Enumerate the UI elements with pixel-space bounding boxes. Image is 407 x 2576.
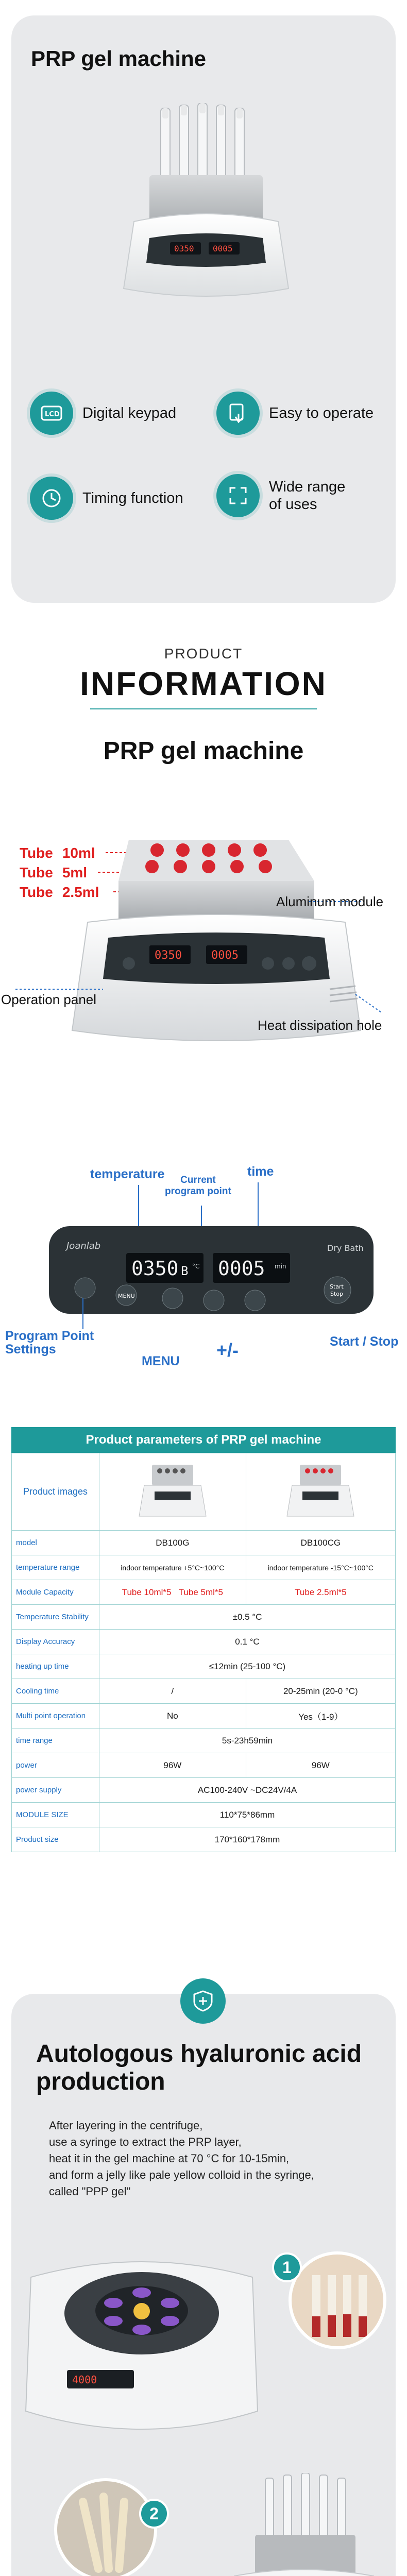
tube-label-10ml: Tube 10ml <box>20 845 95 861</box>
control-panel-graphic <box>49 1226 374 1314</box>
plusminus-annotation: +/- <box>216 1340 239 1361</box>
cell: AC100-240V ~DC24V/4A <box>99 1778 396 1803</box>
feature-timing <box>30 477 183 520</box>
feature-wide-range <box>216 474 345 517</box>
gel-machine-image <box>219 2473 389 2576</box>
feature-label: Easy to operate <box>269 405 374 421</box>
cell: DB100G <box>99 1531 246 1555</box>
cell: No <box>99 1704 246 1728</box>
cell: 110*75*86mm <box>99 1803 396 1827</box>
step-2-badge: 2 <box>139 2499 169 2529</box>
cell: Yes（1-9） <box>246 1704 395 1728</box>
row-key: Module Capacity <box>12 1580 99 1605</box>
svg-text:min: min <box>275 1263 286 1270</box>
product-image-b <box>246 1453 395 1531</box>
row-key: MODULE SIZE <box>12 1803 99 1827</box>
product-info-subtitle: PRODUCT <box>164 646 243 662</box>
cell: 5s-23h59min <box>99 1728 396 1753</box>
cell: indoor temperature +5°C~100°C <box>99 1555 246 1580</box>
expand-icon <box>216 474 260 517</box>
cell: ±0.5 °C <box>99 1605 396 1630</box>
row-key: model <box>12 1531 99 1555</box>
cell: indoor temperature -15°C~100°C <box>246 1555 395 1580</box>
product-info-heading: PRP gel machine <box>103 737 304 765</box>
row-key: Display Accuracy <box>12 1630 99 1654</box>
machine-thumbnail <box>137 1460 209 1521</box>
svg-text:Joanlab: Joanlab <box>66 1241 101 1251</box>
capacity-a: Tube 10ml*5 <box>122 1587 172 1597</box>
svg-text:4000: 4000 <box>72 2374 97 2386</box>
table-row <box>12 1654 396 1679</box>
tubes-photo <box>289 2251 386 2349</box>
svg-text:0350: 0350 <box>174 244 194 253</box>
table-row <box>12 1827 396 1852</box>
cell <box>99 1580 246 1605</box>
current-program-annotation: Current program point <box>165 1175 231 1197</box>
leader-line <box>201 1206 202 1229</box>
svg-text:MENU: MENU <box>118 1293 135 1299</box>
table-row <box>12 1555 396 1580</box>
table-row <box>12 1580 396 1605</box>
cell: 96W <box>246 1753 395 1778</box>
cell: 0.1 °C <box>99 1630 396 1654</box>
heat-dissipation-label: Heat dissipation hole <box>258 1018 382 1033</box>
row-key: Cooling time <box>12 1679 99 1704</box>
clock-icon <box>30 477 73 520</box>
row-key: power supply <box>12 1778 99 1803</box>
cell: Tube 2.5ml*5 <box>246 1580 395 1605</box>
table-row <box>12 1605 396 1630</box>
feature-label: Timing function <box>82 490 183 506</box>
row-key: Product size <box>12 1827 99 1852</box>
menu-annotation: MENU <box>142 1354 180 1368</box>
images-label: Product images <box>12 1453 99 1531</box>
table-row <box>12 1704 396 1728</box>
table-row <box>12 1753 396 1778</box>
lcd-icon <box>30 392 73 435</box>
row-key: Multi point operation <box>12 1704 99 1728</box>
hand-icon <box>216 392 260 435</box>
leader-line <box>258 1182 259 1229</box>
feature-digital-keypad <box>30 392 176 435</box>
hero-title: PRP gel machine <box>31 46 207 71</box>
program-point-annotation: Program Point Settings <box>5 1329 94 1357</box>
feature-label: Digital keypad <box>82 405 177 421</box>
step-1-badge: 1 <box>272 2252 302 2282</box>
svg-text:0005: 0005 <box>218 1257 265 1280</box>
svg-text:B: B <box>181 1264 189 1278</box>
svg-text:0005: 0005 <box>213 244 233 253</box>
cell: ≤12min (25-100 °C) <box>99 1654 396 1679</box>
row-key: heating up time <box>12 1654 99 1679</box>
start-stop-annotation: Start / Stop <box>330 1334 399 1349</box>
machine-hero-image <box>113 103 299 304</box>
svg-text:°C: °C <box>192 1263 200 1270</box>
table-row <box>12 1630 396 1654</box>
product-info-title: INFORMATION <box>80 665 327 702</box>
control-panel <box>49 1226 374 1314</box>
svg-text:Dry Bath: Dry Bath <box>327 1243 364 1253</box>
leader-line <box>138 1185 139 1229</box>
svg-text:0350: 0350 <box>131 1257 179 1280</box>
time-annotation: time <box>247 1164 274 1179</box>
row-key: Temperature Stability <box>12 1605 99 1630</box>
capacity-a2: Tube 5ml*5 <box>178 1587 223 1597</box>
temperature-annotation: temperature <box>90 1167 165 1181</box>
cell: / <box>99 1679 246 1704</box>
cell: DB100CG <box>246 1531 395 1555</box>
cell: 96W <box>99 1753 246 1778</box>
product-diagram <box>0 835 407 1144</box>
shield-plus-icon <box>180 1978 226 2024</box>
parameters-table <box>11 1453 396 1852</box>
autologous-title: Autologous hyaluronic acid production <box>36 2040 362 2095</box>
row-key: time range <box>12 1728 99 1753</box>
table-row <box>12 1679 396 1704</box>
svg-text:Stop: Stop <box>330 1291 344 1297</box>
leader-line <box>82 1298 83 1329</box>
svg-text:0350: 0350 <box>155 949 182 962</box>
table-row <box>12 1453 396 1531</box>
row-key: power <box>12 1753 99 1778</box>
tube-label-5ml: Tube 5ml <box>20 865 88 880</box>
gel-photo <box>54 2478 157 2576</box>
feature-easy-operate <box>216 392 374 435</box>
divider <box>90 708 317 709</box>
product-image-a <box>99 1453 246 1531</box>
svg-text:Start: Start <box>330 1283 344 1290</box>
table-row <box>12 1778 396 1803</box>
row-key: temperature range <box>12 1555 99 1580</box>
feature-label: Wide range of uses <box>269 479 346 513</box>
table-title: Product parameters of PRP gel machine <box>11 1427 396 1453</box>
machine-thumbnail <box>284 1460 357 1521</box>
aluminum-module-label: Aluminum module <box>276 894 384 909</box>
cell: 170*160*178mm <box>99 1827 396 1852</box>
table-row <box>12 1728 396 1753</box>
tube-label-2-5ml: Tube 2.5ml <box>20 884 99 900</box>
svg-text:LCD: LCD <box>45 411 60 418</box>
svg-text:0005: 0005 <box>211 949 239 962</box>
autologous-text: After layering in the centrifuge, use a syringe to extract the PRP layer, heat it in the gel machine at 70 °C for 10-15min, and form a jelly like pale yellow colloid in the syringe, called "PPP gel" <box>49 2119 314 2198</box>
centrifuge-image <box>21 2215 263 2458</box>
table-row <box>12 1531 396 1555</box>
table-row <box>12 1803 396 1827</box>
operation-panel-label: Operation panel <box>1 992 97 1007</box>
cell: 20-25min (20-0 °C) <box>246 1679 395 1704</box>
